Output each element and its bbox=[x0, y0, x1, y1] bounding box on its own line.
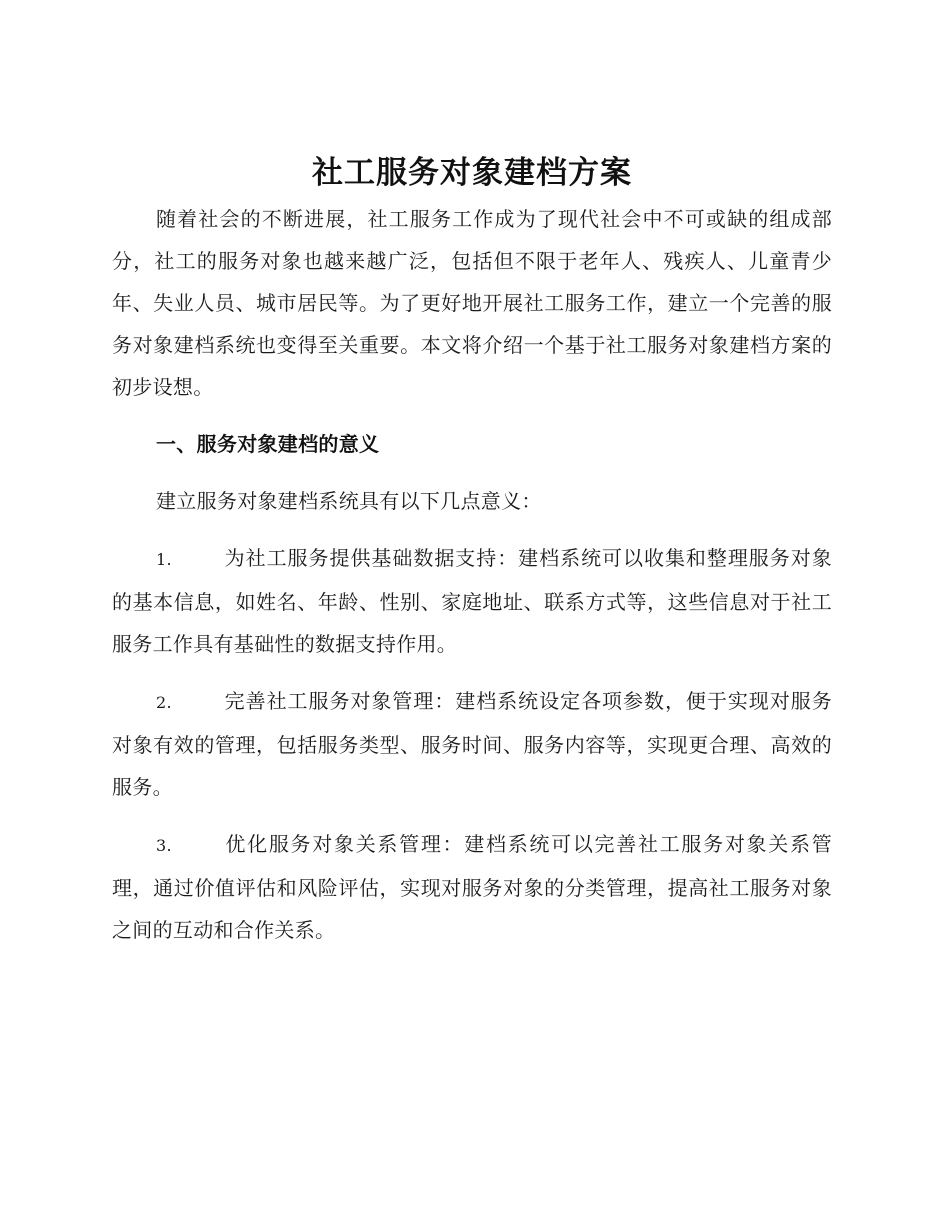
spacer bbox=[112, 665, 832, 680]
list-item-number: 2. bbox=[156, 693, 172, 712]
list-item-text: 完善社工服务对象管理：建档系统设定各项参数，便于实现对服务对象有效的管理，包括服务类型、服务时间、服务内容等，实现更合理、高效的服务。 bbox=[112, 689, 832, 799]
spacer bbox=[112, 808, 832, 823]
section-lead-paragraph: 建立服务对象建档系统具有以下几点意义： bbox=[156, 489, 542, 513]
list-item-text: 优化服务对象关系管理：建档系统可以完善社工服务对象关系管理，通过价值评估和风险评估，实现对服务对象的分类管理，提高社工服务对象之间的互动和合作关系。 bbox=[112, 832, 832, 942]
document-title: 社工服务对象建档方案 bbox=[312, 155, 632, 191]
section-heading: 一、服务对象建档的意义 bbox=[156, 432, 380, 456]
spacer bbox=[112, 522, 832, 537]
list-item-number: 1. bbox=[156, 550, 172, 569]
list-item-2 bbox=[112, 680, 832, 808]
document-page bbox=[112, 148, 832, 951]
list-item-text: 为社工服务提供基础数据支持：建档系统可以收集和整理服务对象的基本信息，如姓名、年龄、性别、家庭地址、联系方式等，这些信息对于社工服务工作具有基础性的数据支持作用。 bbox=[112, 546, 832, 656]
intro-paragraph: 随着社会的不断进展，社工服务工作成为了现代社会中不可或缺的组成部分，社工的服务对象也越来越广泛，包括但不限于老年人、残疾人、儿童青少年、失业人员、城市居民等。为了更好地开展社工服务工作，建立一个完善的服务对象建档系统也变得至关重要。本文将介绍一个基于社工服务对象建档方案的初步设想。 bbox=[112, 207, 832, 399]
list-item-number: 3. bbox=[156, 836, 172, 855]
list-item-1 bbox=[112, 537, 832, 665]
spacer bbox=[112, 465, 832, 480]
list-item-3 bbox=[112, 823, 832, 951]
spacer bbox=[112, 408, 832, 423]
